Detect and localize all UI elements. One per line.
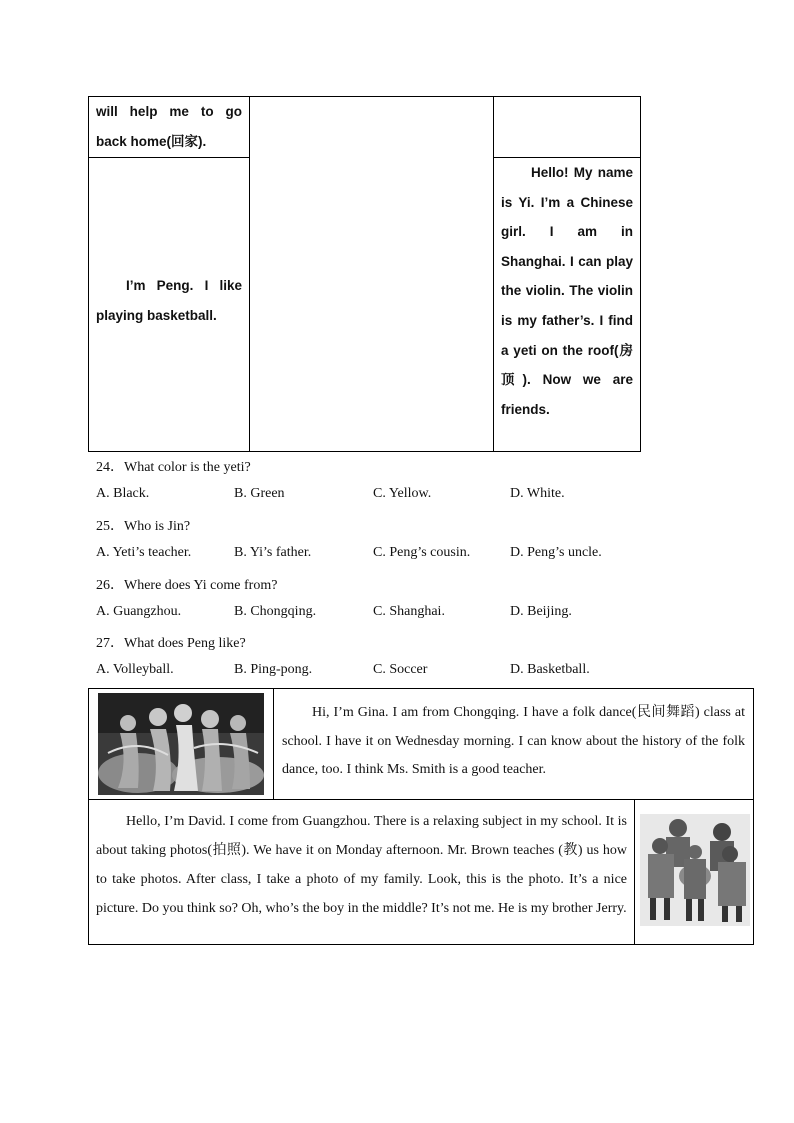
folk-dance-photo	[98, 693, 264, 795]
question-text: What color is the yeti?	[124, 460, 251, 475]
cell-a	[88, 96, 250, 158]
cell-yi-text: Hello! My name is Yi. I’m a Chinese girl. I am in Shanghai. I can play the violin. The violin is my father’s. I find a yeti on the roof(房顶). Now we are friends.	[501, 165, 633, 417]
david-passage: Hello, I’m David. I come from Guangzhou. There is a relaxing subject in my school. It is about taking photos(拍照). We have it on Monday afternoon. Mr. Brown teaches (教) us how to take photos. After class, I take a photo of my family. Look, this is the photo. It’s a nice picture. Do you think so? Oh, who’s the boy in the middle? It’s not me. He is my brother Jerry.	[96, 814, 627, 916]
option-b: B. Green	[234, 486, 285, 501]
option-d: D. Basketball.	[510, 662, 590, 677]
question-number: 27．	[96, 636, 124, 651]
option-b: B. Chongqing.	[234, 604, 317, 619]
option-d: D. White.	[510, 486, 565, 501]
david-passage-cell	[88, 799, 635, 945]
question-number: 24．	[96, 460, 124, 475]
question-number: 25．	[96, 519, 124, 534]
option-c: C. Yellow.	[373, 486, 432, 501]
question-text: What does Peng like?	[124, 636, 246, 651]
cell-yi	[493, 157, 641, 452]
option-a: A. Black.	[96, 486, 150, 501]
option-d: D. Beijing.	[510, 604, 572, 619]
cell-peng	[88, 157, 250, 452]
question-number: 26．	[96, 578, 124, 593]
option-d: D. Peng’s uncle.	[510, 545, 602, 560]
folk-dance-photo-cell	[88, 688, 274, 800]
family-photo-cell	[634, 799, 754, 945]
question-text: Where does Yi come from?	[124, 578, 278, 593]
option-b: B. Ping-pong.	[234, 662, 313, 677]
cell-middle-empty	[249, 96, 494, 452]
cell-a-line1: will help me to go	[96, 104, 242, 119]
cell-right-empty	[493, 96, 641, 158]
option-a: A. Yeti’s teacher.	[96, 545, 192, 560]
gina-passage-cell	[273, 688, 754, 800]
cell-a-line2: back home(回家).	[96, 133, 207, 149]
passage-table	[88, 688, 754, 945]
option-c: C. Shanghai.	[373, 604, 445, 619]
question-text: Who is Jin?	[124, 519, 191, 534]
option-a: A. Volleyball.	[96, 662, 174, 677]
option-c: C. Soccer	[373, 662, 428, 677]
family-photo	[640, 814, 750, 926]
cell-peng-text: I’m Peng. I like playing basketball.	[96, 278, 242, 323]
option-c: C. Peng’s cousin.	[373, 545, 471, 560]
option-a: A. Guangzhou.	[96, 604, 182, 619]
gina-passage: Hi, I’m Gina. I am from Chongqing. I have a folk dance(民间舞蹈) class at school. I have it on Wednesday morning. I can know about the history of the folk dance, too. I think Ms. Smith is a good teacher.	[282, 705, 745, 777]
top-table	[88, 96, 641, 452]
option-b: B. Yi’s father.	[234, 545, 312, 560]
